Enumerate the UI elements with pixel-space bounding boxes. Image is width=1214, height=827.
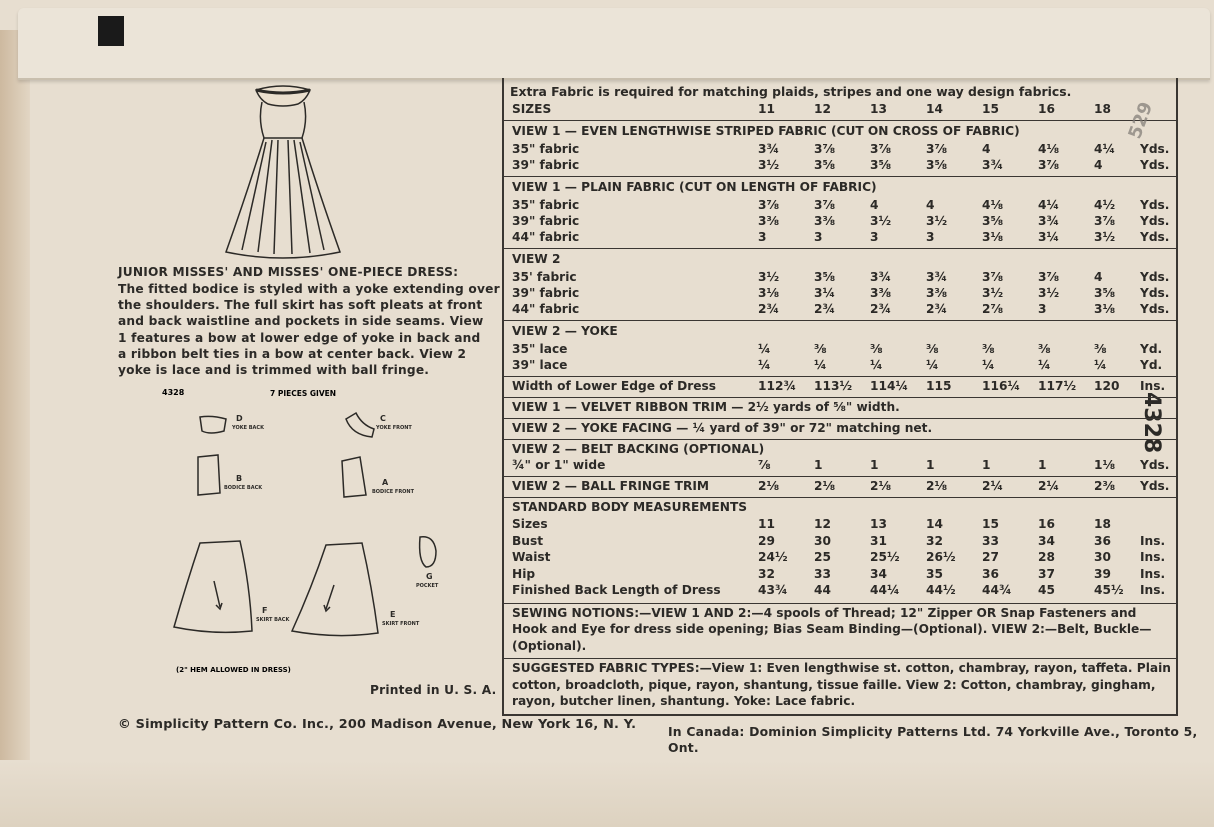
row-label: Sizes — [512, 517, 548, 531]
row-value: 3¼ — [814, 286, 836, 300]
row-unit: Ins. — [1140, 583, 1166, 597]
row-value: 3 — [1038, 302, 1047, 316]
row-value: ¼ — [870, 358, 883, 372]
table-divider — [504, 439, 1176, 440]
row-value: 115 — [926, 379, 952, 393]
description-line: and back waistline and pockets in side seams. View — [118, 314, 484, 329]
row-value: 3⅞ — [982, 270, 1004, 284]
size-header: 12 — [814, 102, 831, 116]
row-value: 2⅞ — [982, 302, 1004, 316]
row-value: 24½ — [758, 550, 788, 564]
row-label: VIEW 2 — BALL FRINGE TRIM — [512, 479, 710, 493]
envelope-bottom-edge — [0, 760, 1214, 827]
row-label: 35' fabric — [512, 270, 577, 284]
row-value: 45 — [1038, 583, 1055, 597]
table-divider — [504, 603, 1176, 604]
section-heading: VIEW 2 — YOKE — [512, 324, 618, 338]
table-divider — [504, 476, 1176, 477]
row-value: ¼ — [926, 358, 939, 372]
table-divider — [504, 497, 1176, 498]
row-value: 44¾ — [982, 583, 1012, 597]
row-value: ¼ — [758, 342, 771, 356]
row-value: 3⅞ — [870, 142, 892, 156]
row-value: 3⅞ — [1038, 158, 1060, 172]
row-unit: Ins. — [1140, 379, 1166, 393]
row-value: 3⅞ — [1038, 270, 1060, 284]
row-value: 3⅞ — [814, 198, 836, 212]
table-divider — [504, 248, 1176, 249]
row-label: 35" lace — [512, 342, 568, 356]
row-value: 3⅝ — [1094, 286, 1116, 300]
table-divider — [504, 658, 1176, 659]
row-value: 116¼ — [982, 379, 1021, 393]
row-value: 3⅞ — [814, 142, 836, 156]
row-value: 3⅜ — [870, 286, 892, 300]
description-line: yoke is lace and is trimmed with ball fringe. — [118, 363, 430, 378]
row-value: 2¾ — [758, 302, 780, 316]
row-value: 15 — [982, 517, 999, 531]
row-value: 3 — [870, 230, 879, 244]
description-line: a ribbon belt ties in a bow at center back. View 2 — [118, 346, 467, 361]
row-value: 3⅞ — [758, 198, 780, 212]
footer-left: © Simplicity Pattern Co. Inc., 200 Madison Avenue, New York 16, N. Y. — [118, 717, 637, 732]
section-heading: VIEW 2 — BELT BACKING (OPTIONAL) — [512, 442, 765, 456]
row-unit: Ins. — [1140, 566, 1166, 581]
row-value: 30 — [814, 533, 831, 548]
row-value: 4⅛ — [1038, 142, 1060, 156]
row-value: ⅞ — [758, 458, 771, 472]
row-value: 33 — [982, 533, 999, 548]
row-value: 31 — [870, 533, 887, 548]
envelope-flap — [18, 8, 1210, 80]
row-label: 39" fabric — [512, 214, 580, 228]
row-value: 4¼ — [1094, 142, 1116, 156]
row-label: Width of Lower Edge of Dress — [512, 379, 717, 393]
row-label: 39" fabric — [512, 286, 580, 300]
row-value: 1⅛ — [1094, 458, 1116, 472]
row-value: 18 — [1094, 517, 1111, 531]
row-value: 4⅛ — [982, 198, 1004, 212]
row-value: 33 — [814, 566, 831, 581]
row-unit: Yds. — [1140, 479, 1170, 493]
row-value: 3⅝ — [926, 158, 948, 172]
yardage-row — [512, 286, 1172, 302]
yardage-row — [512, 142, 1172, 158]
row-value: 2⅛ — [814, 479, 836, 493]
row-value: 112¾ — [758, 379, 797, 393]
row-value: 2⅛ — [870, 479, 892, 493]
dress-description — [118, 281, 500, 378]
row-value: 3¼ — [1038, 230, 1060, 244]
piece-name: YOKE BACK — [232, 425, 264, 431]
row-unit: Yds. — [1140, 158, 1170, 172]
row-label: Bust — [512, 533, 544, 548]
row-unit: Yds. — [1140, 142, 1170, 156]
row-value: 44¼ — [870, 583, 900, 597]
row-value: 2⅛ — [758, 479, 780, 493]
row-unit: Yds. — [1140, 286, 1170, 300]
row-value: 44 — [814, 583, 831, 597]
row-unit: Yds. — [1140, 198, 1170, 212]
description-line: The fitted bodice is styled with a yoke extending over — [118, 282, 500, 296]
row-value: 3⅝ — [814, 158, 836, 172]
row-value: 4 — [926, 198, 935, 212]
row-value: 3⅝ — [870, 158, 892, 172]
piece-letter: B — [236, 474, 243, 483]
size-header: 11 — [758, 102, 775, 116]
row-value: 13 — [870, 517, 887, 531]
table-divider — [504, 176, 1176, 177]
row-label: ¾" or 1" wide — [512, 458, 606, 472]
row-unit: Yds. — [1140, 214, 1170, 228]
fabric-types-line: cotton, broadcloth, pique, rayon, shantung, tissue faille. View 2: Cotton, chambray, gingham, — [512, 677, 1156, 692]
piece-letter: C — [380, 414, 386, 423]
body-measurement-row — [512, 517, 1172, 533]
description-line: 1 features a bow at lower edge of yoke in back and — [118, 330, 481, 345]
row-value: ⅜ — [870, 342, 883, 356]
row-value: 25½ — [870, 550, 900, 564]
row-value: 2⅛ — [926, 479, 948, 493]
row-value: 4 — [1094, 158, 1103, 172]
row-value: 2⅜ — [1094, 479, 1116, 493]
row-label: Hip — [512, 566, 536, 581]
row-value: 14 — [926, 517, 943, 531]
row-value: 12 — [814, 517, 831, 531]
yoke-facing-row: VIEW 2 — YOKE FACING — ¼ yard of 39" or 72" matching net. — [512, 421, 933, 435]
row-value: ¼ — [1038, 358, 1051, 372]
body-measurement-row — [512, 550, 1172, 566]
yardage-row — [512, 302, 1172, 318]
row-value: 3¾ — [982, 158, 1004, 172]
row-value: 113½ — [814, 379, 853, 393]
velvet-trim-row: VIEW 1 — VELVET RIBBON TRIM — 2½ yards of ⅝" width. — [512, 400, 900, 414]
row-value: 35 — [926, 566, 943, 581]
row-unit: Yds. — [1140, 270, 1170, 284]
row-unit: Yd. — [1140, 342, 1163, 356]
stamp-number: 529 — [1124, 99, 1158, 142]
table-divider — [504, 376, 1176, 377]
yardage-row — [512, 342, 1172, 358]
row-value: 3¾ — [1038, 214, 1060, 228]
row-unit: Yd. — [1140, 358, 1163, 372]
row-unit: Yds. — [1140, 458, 1170, 472]
size-header: 18 — [1094, 102, 1111, 116]
piece-letter: G — [426, 572, 433, 581]
body-measurement-row — [512, 583, 1172, 599]
yardage-table — [502, 78, 1178, 716]
row-value: ¼ — [1094, 358, 1107, 372]
fabric-types-line: rayon, butcher linen, shantung. Yoke: Lace fabric. — [512, 694, 856, 708]
row-value: 2¾ — [814, 302, 836, 316]
table-divider — [504, 320, 1176, 321]
row-value: 3½ — [982, 286, 1004, 300]
notions-line: SEWING NOTIONS:—VIEW 1 AND 2:—4 spools of Thread; 12" Zipper OR Snap Fasteners and — [512, 605, 1137, 620]
row-unit: Yds. — [1140, 230, 1170, 244]
row-label: 35" fabric — [512, 142, 580, 156]
row-value: 16 — [1038, 517, 1055, 531]
piece-letter: E — [390, 610, 396, 619]
section-heading: VIEW 1 — EVEN LENGTHWISE STRIPED FABRIC (CUT ON CROSS OF FABRIC) — [512, 124, 1020, 138]
table-divider — [504, 397, 1176, 398]
notions-line: Hook and Eye for dress side opening; Bias Seam Binding—(Optional). VIEW 2:—Belt, Buckle— — [512, 622, 1152, 636]
row-value: ¼ — [758, 358, 771, 372]
piece-name: SKIRT FRONT — [382, 621, 420, 627]
row-label: 39" fabric — [512, 158, 580, 172]
row-value: 3½ — [870, 214, 892, 228]
row-value: 4 — [1094, 270, 1103, 284]
yardage-row — [512, 270, 1172, 286]
row-value: 32 — [926, 533, 943, 548]
piece-letter: F — [262, 606, 268, 615]
row-unit: Ins. — [1140, 550, 1166, 564]
footer-right: In Canada: Dominion Simplicity Patterns Ltd. 74 Yorkville Ave., Toronto 5, Ont. — [668, 724, 1198, 756]
row-value: 3 — [926, 230, 935, 244]
size-header: 13 — [870, 102, 887, 116]
printed-in: Printed in U. S. A. — [370, 683, 497, 697]
row-value: 2¼ — [1038, 479, 1060, 493]
table-divider — [504, 120, 1176, 121]
row-value: 26½ — [926, 550, 956, 564]
row-unit: Yds. — [1140, 302, 1170, 316]
row-value: 36 — [1094, 533, 1111, 548]
row-value: 25 — [814, 550, 831, 564]
row-value: 4¼ — [1038, 198, 1060, 212]
row-label: 44" fabric — [512, 230, 580, 244]
row-value: 45½ — [1094, 583, 1124, 597]
row-value: ¼ — [814, 358, 827, 372]
row-value: ⅜ — [926, 342, 939, 356]
row-value: 120 — [1094, 379, 1120, 393]
row-value: 3⅞ — [926, 142, 948, 156]
row-value: ¼ — [982, 358, 995, 372]
row-label: 44" fabric — [512, 302, 580, 316]
extra-fabric-note: Extra Fabric is required for matching plaids, stripes and one way design fabrics. — [510, 84, 1072, 99]
pattern-number-vertical: 4328 — [1139, 392, 1164, 454]
yardage-row — [512, 158, 1172, 174]
lower-edge-row — [512, 379, 1172, 395]
row-value: 30 — [1094, 550, 1111, 564]
yardage-row — [512, 358, 1172, 374]
row-value: 1 — [982, 458, 991, 472]
piece-name: SKIRT BACK — [256, 617, 290, 623]
row-value: 4 — [982, 142, 991, 156]
yardage-row — [512, 198, 1172, 214]
black-tab — [98, 16, 124, 46]
fabric-types-line: SUGGESTED FABRIC TYPES:—View 1: Even lengthwise st. cotton, chambray, rayon, taffeta. Plain — [512, 661, 1171, 675]
section-heading: VIEW 1 — PLAIN FABRIC (CUT ON LENGTH OF FABRIC) — [512, 180, 877, 194]
row-value: 3¾ — [870, 270, 892, 284]
row-value: 3½ — [1094, 230, 1116, 244]
piece-letter: A — [382, 478, 389, 487]
row-value: 117½ — [1038, 379, 1077, 393]
row-value: 1 — [1038, 458, 1047, 472]
row-value: 3⅝ — [814, 270, 836, 284]
row-value: 34 — [870, 566, 887, 581]
row-value: 4 — [870, 198, 879, 212]
row-value: 3⅛ — [758, 286, 780, 300]
row-value: 3⅝ — [982, 214, 1004, 228]
piece-name: BODICE FRONT — [372, 489, 415, 495]
row-value: 3⅜ — [758, 214, 780, 228]
row-value: 3¾ — [758, 142, 780, 156]
row-value: 114¼ — [870, 379, 909, 393]
piece-letter: D — [236, 414, 243, 423]
row-label: 35" fabric — [512, 198, 580, 212]
size-header: 16 — [1038, 102, 1055, 116]
table-divider — [504, 418, 1176, 419]
row-value: 3 — [758, 230, 767, 244]
row-value: 1 — [814, 458, 823, 472]
row-value: 3½ — [1038, 286, 1060, 300]
row-value: 28 — [1038, 550, 1055, 564]
row-value: 3½ — [758, 158, 780, 172]
section-heading: VIEW 2 — [512, 252, 561, 266]
section-heading: STANDARD BODY MEASUREMENTS — [512, 500, 748, 514]
row-value: 44½ — [926, 583, 956, 597]
row-value: 1 — [870, 458, 879, 472]
notions-line: (Optional). — [512, 638, 587, 653]
size-header: 15 — [982, 102, 999, 116]
row-value: 3⅜ — [926, 286, 948, 300]
row-value: 2¼ — [982, 479, 1004, 493]
row-value: 3⅞ — [1094, 214, 1116, 228]
piece-name: BODICE BACK — [224, 485, 263, 491]
row-value: ⅜ — [1094, 342, 1107, 356]
row-label: Waist — [512, 550, 551, 564]
row-value: 34 — [1038, 533, 1055, 548]
sizes-label: SIZES — [512, 102, 552, 116]
piece-name: POCKET — [416, 583, 439, 589]
row-value: 3½ — [758, 270, 780, 284]
ball-fringe-row — [512, 479, 1172, 495]
description-line: the shoulders. The full skirt has soft pleats at front — [118, 298, 483, 313]
row-value: 11 — [758, 517, 775, 531]
envelope-left-edge — [0, 30, 30, 810]
size-header: 14 — [926, 102, 943, 116]
hem-note: (2" HEM ALLOWED IN DRESS) — [176, 666, 291, 674]
pattern-number-small: 4328 — [162, 388, 185, 397]
row-value: 4½ — [1094, 198, 1116, 212]
row-value: 1 — [926, 458, 935, 472]
row-value: 3⅛ — [982, 230, 1004, 244]
dress-illustration — [218, 80, 348, 262]
row-value: 3⅛ — [1094, 302, 1116, 316]
row-label: Finished Back Length of Dress — [512, 583, 721, 597]
yardage-row — [512, 214, 1172, 230]
yardage-row — [512, 230, 1172, 246]
body-measurement-row — [512, 534, 1172, 550]
body-measurement-row — [512, 567, 1172, 583]
row-value: 43¾ — [758, 583, 788, 597]
pattern-pieces — [150, 395, 450, 645]
piece-name: YOKE FRONT — [376, 425, 412, 431]
row-value: 29 — [758, 533, 775, 548]
row-value: 37 — [1038, 566, 1055, 581]
row-value: ⅜ — [1038, 342, 1051, 356]
row-value: 3 — [814, 230, 823, 244]
row-value: 27 — [982, 550, 999, 564]
row-value: 3¾ — [926, 270, 948, 284]
row-value: 39 — [1094, 566, 1111, 581]
row-value: 3½ — [926, 214, 948, 228]
row-label: 39" lace — [512, 358, 568, 372]
row-value: 36 — [982, 566, 999, 581]
row-value: ⅜ — [814, 342, 827, 356]
pieces-given: 7 PIECES GIVEN — [270, 389, 337, 398]
dress-title: JUNIOR MISSES' AND MISSES' ONE-PIECE DRESS: — [118, 265, 459, 279]
row-value: 32 — [758, 566, 775, 581]
row-value: ⅜ — [982, 342, 995, 356]
row-unit: Ins. — [1140, 533, 1166, 548]
row-value: 3⅜ — [814, 214, 836, 228]
row-value: 2¾ — [926, 302, 948, 316]
row-value: 2¾ — [870, 302, 892, 316]
